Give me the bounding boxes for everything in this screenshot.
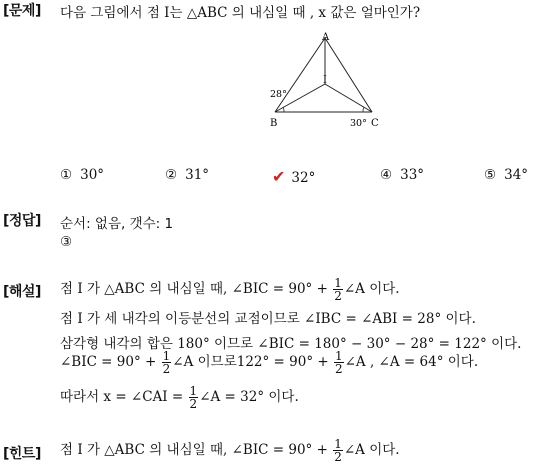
- solution-line-1: 점 I 가 △ABC 의 내심일 때, ∠BIC = 90° + $\frac{1}{2}$ ∠A 이다.: [60, 276, 400, 303]
- option-2[interactable]: ② 31°: [165, 167, 210, 183]
- label-i: I: [323, 75, 327, 86]
- hint-line: 점 I 가 △ABC 의 내심일 때, ∠BIC = 90° + $\frac{1}{2}$ ∠A 이다.: [60, 437, 400, 464]
- label-b: B: [270, 118, 278, 129]
- answer-value: ③: [60, 234, 73, 250]
- solution-line-5: 따라서 x = ∠CAI = $\frac{1}{2}$ ∠A = 32° 이다.: [60, 384, 299, 411]
- solution-line-2: 점 I 가 세 내각의 이등분선의 교점이므로 ∠IBC = ∠ABI = 28° 이다.: [60, 311, 476, 327]
- problem-text: 다음 그림에서 점 I는 △ABC 의 내심일 때 , x 값은 얼마인가?: [60, 5, 421, 21]
- option-1[interactable]: ① 30°: [60, 167, 105, 183]
- check-icon: ✔: [272, 167, 286, 186]
- option-4[interactable]: ④ 33°: [380, 167, 425, 183]
- fraction-half: $\frac{1}{2}$: [189, 384, 198, 411]
- label-c: C: [371, 118, 379, 129]
- solution-line-4: ∠BIC = 90° + $\frac{1}{2}$ ∠A 이므로122° = 90° + $\frac{1}{2}$ ∠A , ∠A = 64° 이다.: [60, 349, 479, 376]
- solution-line-3: 삼각형 내각의 합은 180° 이므로 ∠BIC = 180° − 30° − 28° = 122° 이다.: [60, 336, 522, 352]
- hint-tag: [힌트]: [3, 446, 41, 462]
- option-5[interactable]: ⑤ 34°: [484, 167, 529, 183]
- solution-tag: [해설]: [3, 284, 41, 300]
- fraction-half: $\frac{1}{2}$: [334, 437, 342, 464]
- answer-meta: 순서: 없음, 갯수: 1: [60, 216, 174, 232]
- label-a: A: [322, 32, 330, 43]
- angle-c-label: 30°: [350, 118, 367, 129]
- triangle-figure: [262, 30, 392, 130]
- option-3[interactable]: ✔ 32°: [272, 167, 316, 186]
- angle-b-label: 28°: [270, 89, 287, 100]
- fraction-half: $\frac{1}{2}$: [162, 349, 171, 376]
- answer-tag: [정답]: [3, 213, 41, 229]
- fraction-half: $\frac{1}{2}$: [334, 349, 343, 376]
- fraction-half: $\frac{1}{2}$: [334, 276, 342, 303]
- problem-tag: [문제]: [3, 3, 41, 19]
